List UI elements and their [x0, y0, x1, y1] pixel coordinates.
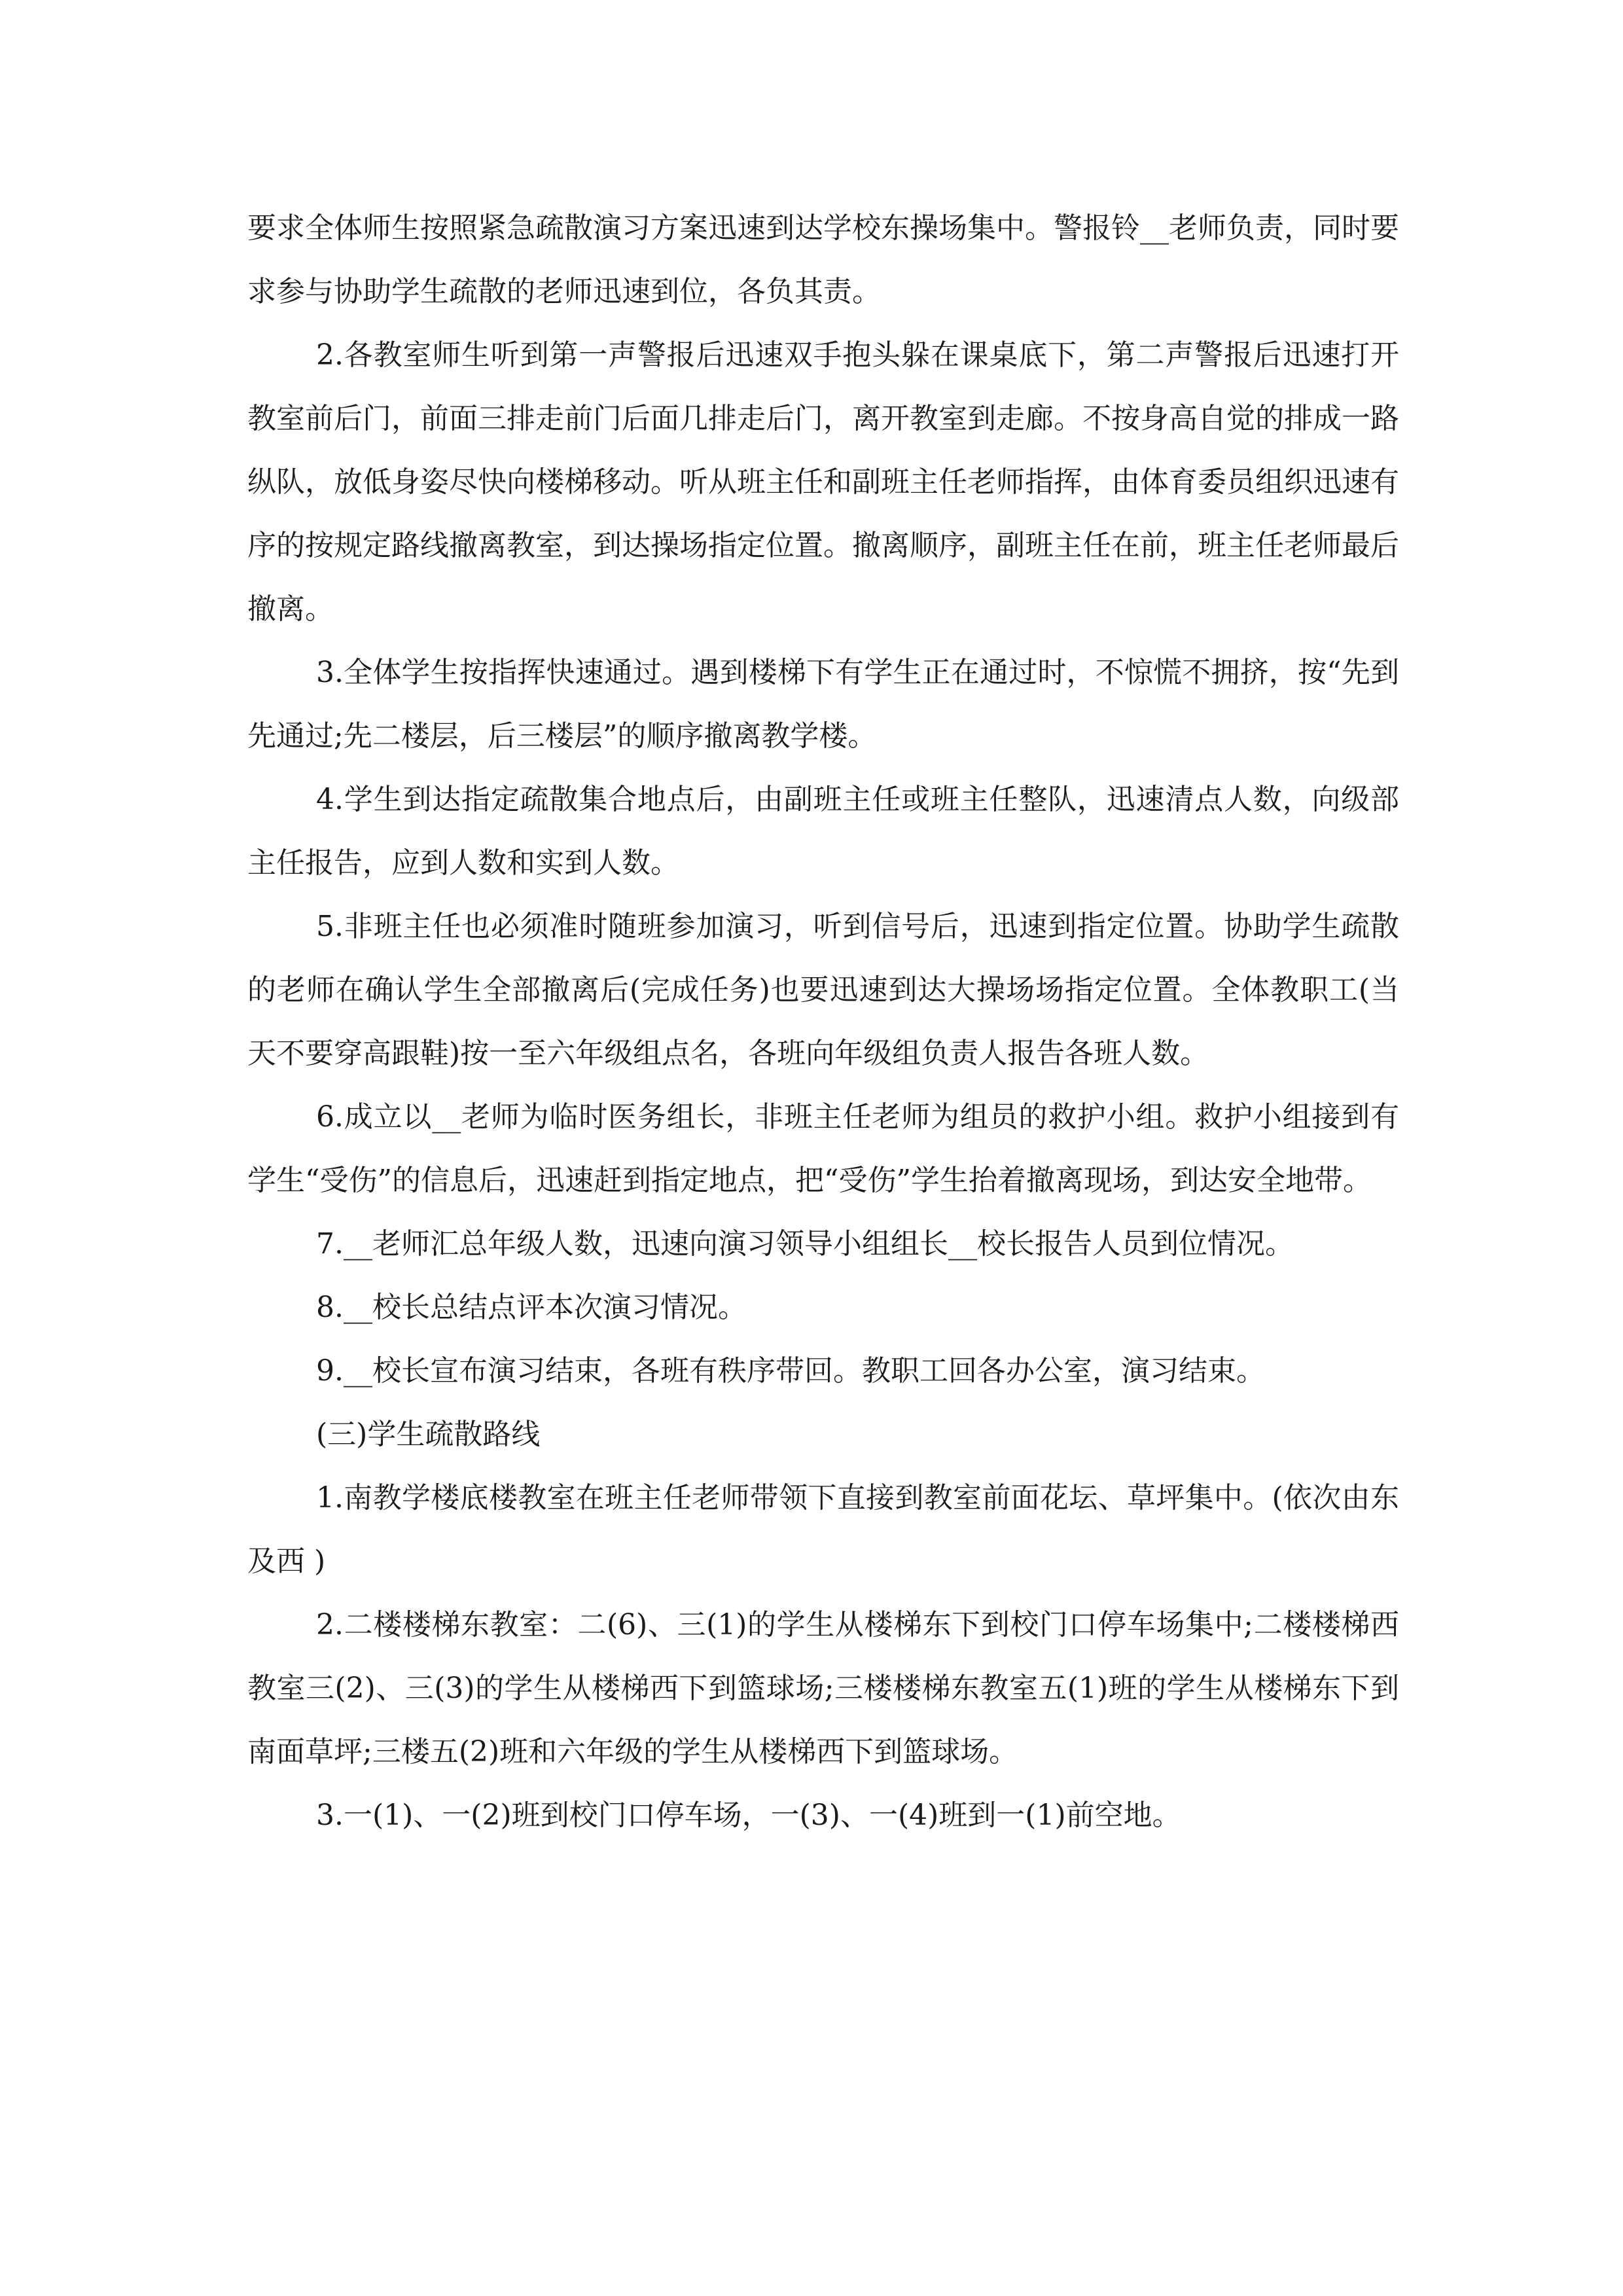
paragraph-step-2: 2.各教室师生听到第一声警报后迅速双手抱头躲在课桌底下，第二声警报后迅速打开教室前后门，前面三排走前门后面几排走后门，离开教室到走廊。不按身高自觉的排成一路纵队，放低身姿尽快向楼梯移动。听从班主任和副班主任老师指挥，由体育委员组织迅速有序的按规定路线撤离教室，到达操场指定位置。撤离顺序，副班主任在前，班主任老师最后撤离。: [247, 338, 1399, 626]
paragraph-step-6: 6.成立以__老师为临时医务组长，非班主任老师为组员的救护小组。救护小组接到有学生“受伤”的信息后，迅速赶到指定地点，把“受伤”学生抬着撤离现场，到达安全地带。: [247, 1100, 1399, 1197]
paragraph-step-8: 8.__校长总结点评本次演习情况。: [316, 1291, 747, 1324]
paragraph-step-4: 4.学生到达指定疏散集合地点后，由副班主任或班主任整队，迅速清点人数，向级部主任报告，应到人数和实到人数。: [247, 783, 1399, 880]
paragraph-alarm-duty: 要求全体师生按照紧急疏散演习方案迅速到达学校东操场集中。警报铃__老师负责，同时要求参与协助学生疏散的老师迅速到位，各负其责。: [247, 211, 1399, 308]
paragraph-route-1: 1.南教学楼底楼教室在班主任老师带领下直接到教室前面花坛、草坪集中。(依次由东及西 ): [247, 1481, 1399, 1578]
paragraph-route-2: 2.二楼楼梯东教室：二(6)、三(1)的学生从楼梯东下到校门口停车场集中;二楼楼梯西教室三(2)、三(3)的学生从楼梯西下到篮球场;三楼楼梯东教室五(1)班的学生从楼梯东下到南面草坪;三楼五(2)班和六年级的学生从楼梯西下到篮球场。: [247, 1608, 1399, 1768]
paragraph-step-7: 7.__老师汇总年级人数，迅速向演习领导小组组长__校长报告人员到位情况。: [316, 1227, 1294, 1261]
section-heading-evacuation-routes: (三)学生疏散路线: [316, 1418, 541, 1451]
paragraph-step-3: 3.全体学生按指挥快速通过。遇到楼梯下有学生正在通过时，不惊慌不拥挤，按“先到先通过;先二楼层，后三楼层”的顺序撤离教学楼。: [247, 656, 1399, 753]
paragraph-step-9: 9.__校长宣布演习结束，各班有秩序带回。教职工回各办公室，演习结束。: [316, 1354, 1265, 1388]
paragraph-route-3: 3.一(1)、一(2)班到校门口停车场，一(3)、一(4)班到一(1)前空地。: [316, 1799, 1181, 1832]
document-body: [247, 196, 1399, 1847]
paragraph-step-5: 5.非班主任也必须准时随班参加演习，听到信号后，迅速到指定位置。协助学生疏散的老师在确认学生全部撤离后(完成任务)也要迅速到达大操场场指定位置。全体教职工(当天不要穿高跟鞋)按一至六年级组点名，各班向年级组负责人报告各班人数。: [247, 910, 1399, 1070]
